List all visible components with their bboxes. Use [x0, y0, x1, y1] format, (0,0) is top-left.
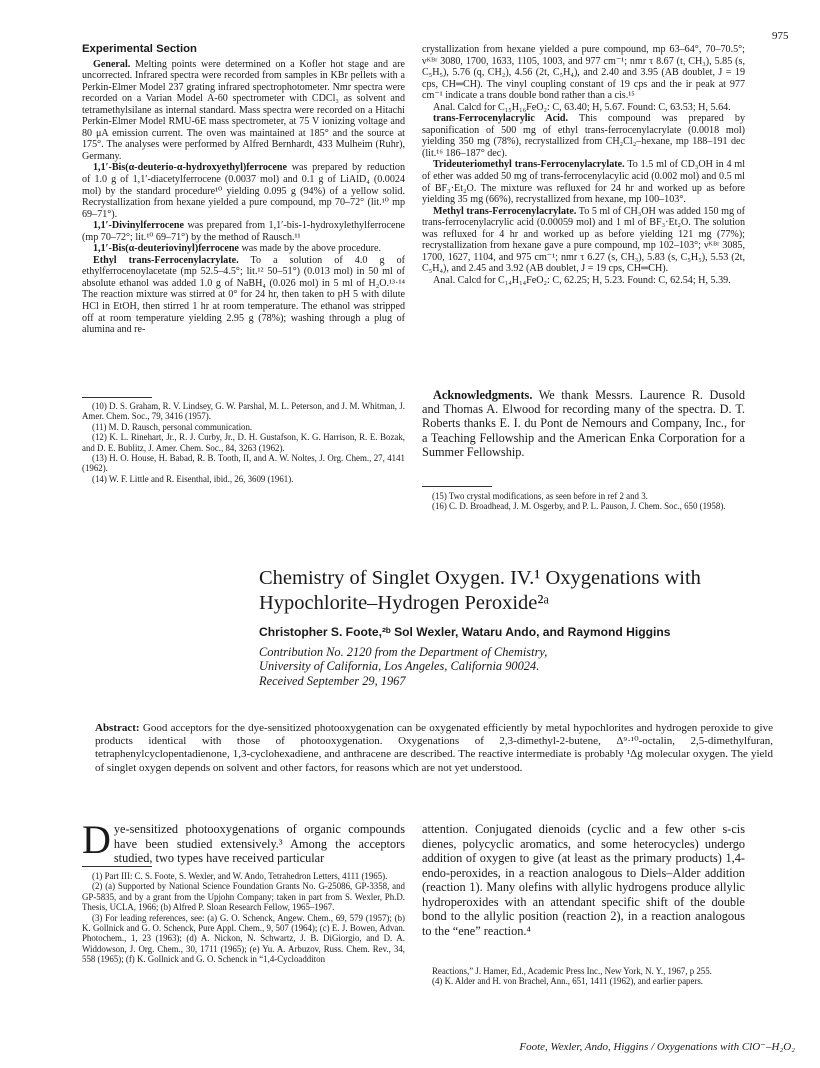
footnote: (16) C. D. Broadhead, J. M. Osgerby, and P. L. Pauson, J. Chem. Soc., 650 (1958).	[432, 501, 726, 512]
article-affiliation: Contribution No. 2120 from the Department of Chemistry, University of California, Los Angeles, California 90024. Received September 29, 1967	[259, 645, 548, 688]
paragraph-trideuteriomethyl: Trideuteriomethyl trans-Ferrocenylacrylate. To 1.5 ml of CD₃OH in 4 ml of ether was added 50 mg of trans-ferrocenylacylic acid (0.002 mol) and 0.5 ml of BF₃·Et₂O. The mixture was refluxed for 24 hr and worked up as before yielding 35 mg (66%), recrystallized from hexane, mp 100–103°.	[422, 159, 746, 206]
article-title: Chemistry of Singlet Oxygen. IV.¹ Oxygenations with Hypochlorite–Hydrogen Peroxide²ᵃ	[259, 567, 701, 614]
experimental-continued	[422, 44, 745, 286]
paragraph-acrylic-acid: trans-Ferrocenylacrylic Acid. This compound was prepared by saponification of 500 mg of ethyl trans-ferrocenylacrylate (0.0018 mol) yielding 350 mg (78%), recrystallized from CH₂Cl₂–hexane, mp 188–191 dec (lit.¹⁶ 186–187° dec).	[422, 113, 745, 159]
footnote-rule	[422, 486, 492, 487]
paragraph-deuteriovinyl: 1,1′-Bis(α-deuteriovinyl)ferrocene was made by the above procedure.	[93, 243, 382, 255]
footnote-rule	[82, 397, 152, 398]
footnote: (2) (a) Supported by National Science Foundation Grants No. G-25086, GP-3358, and GP-5835, and by a grant from the Upjohn Company; taken in part from S. Wexler, Ph.D. Thesis, UCLA, 1966; (b) Alfred P. Sloan Research Fellow, 1965–1967.	[82, 881, 405, 913]
body-right: attention. Conjugated dienoids (cyclic and a few other s-cis dienes, polycyclic aromatics, and some heterocycles) undergo addition of oxygen to give (at least as the primary products) 1,4-endo-peroxides, in a reaction analogous to Diels–Alder addition (reaction 1). Many olefins with allylic hydrogens produce allylic hydroperoxides with an attendant specific shift of the double bond to the allylic position (reaction 2), in a reaction analogous to the “ene” reaction.⁴	[422, 822, 745, 938]
paragraph-divinylferrocene: 1,1′-Divinylferrocene was prepared from 1,1′-bis-1-hydroxylethylferrocene (mp 70–72°; lit.¹⁰ 69–71°) by the method of Rausch.¹¹	[82, 220, 406, 243]
footnote-rule	[82, 866, 152, 867]
footnote: Reactions,” J. Hamer, Ed., Academic Press Inc., New York, N. Y., 1967, p 255.	[432, 966, 712, 976]
paragraph-bis-hydroxyethyl: 1,1′-Bis(α-deuterio-α-hydroxyethyl)ferrocene was prepared by reduction of 1.0 g of 1,1′-diacetylferrocene (0.0037 mol) and 0.1 g of LiAlD₄ (0.0024 mol) by the standard procedure¹⁰ yielding 0.095 g (94%) of a yellow solid. Recrystallization from hexane yielded a pure compound, mp 70–72° (lit.¹⁰ mp 69–71°).	[82, 162, 405, 220]
acknowledgments: Acknowledgments. We thank Messrs. Laurence R. Dusold and Thomas A. Elwood for recording many of the spectra. D. T. Roberts thanks E. I. du Pont de Nemours and Company, Inc., for a Teaching Fellowship and the American Enka Corporation for a Summer Fellowship.	[422, 388, 745, 459]
analysis-2: Anal. Calcd for C₁₄H₁₄FeO₂: C, 62.25; H, 5.23. Found: C, 62.54; H, 5.39.	[433, 274, 731, 286]
article-authors: Christopher S. Foote,²ᵇ Sol Wexler, Wataru Ando, and Raymond Higgins	[259, 625, 671, 639]
running-footer: Foote, Wexler, Ando, Higgins / Oxygenations with ClO⁻–H₂O₂	[519, 1041, 795, 1053]
footnotes-right-top	[422, 491, 745, 512]
footnote: (11) M. D. Rausch, personal communication.	[92, 421, 253, 432]
footnotes-right-bottom	[422, 966, 745, 987]
section-heading: Experimental Section	[82, 43, 197, 55]
footnote: (14) W. F. Little and R. Eisenthal, ibid., 26, 3609 (1961).	[92, 473, 294, 484]
footnote: (1) Part III: C. S. Foote, S. Wexler, and W. Ando, Tetrahedron Letters, 4111 (1965).	[92, 871, 388, 881]
footnotes-left-top	[82, 401, 405, 484]
footnote: (15) Two crystal modifications, as seen before in ref 2 and 3.	[432, 491, 648, 501]
paragraph-general: General. Melting points were determined on a Kofler hot stage and are uncorrected. Infrared spectra were recorded from samples in KBr pellets with a Perkin-Elmer Model 237 grating infrared spectrophotometer. Nmr spectra were recorded on a Varian Model A-60 spectrometer with CDCl₃ as solvent and tetramethylsilane as internal standard. Mass spectra were recorded on a Hitachi Perkin-Elmer Model RMU-6E mass spectrometer, at 75 V ionizing voltage and 80 μA emission current. The oven was maintained at 185° and the source at 175°. The analyses were performed by Alfred Bernhardt, 433 Mulheim (Ruhr), Germany.	[82, 58, 405, 162]
body-left: Dye-sensitized photooxygenations of organic compounds have been studied extensively.³ Among the acceptors studied, two types have received particular	[82, 817, 405, 865]
footnote: (12) K. L. Rinehart, Jr., R. J. Curby, Jr., D. H. Gustafson, K. G. Harrison, R. E. Bozak, and D. E. Bublitz, J. Amer. Chem. Soc., 84, 3263 (1962).	[82, 432, 405, 453]
abstract: Abstract: Good acceptors for the dye-sensitized photooxygenation can be oxygenated efficiently by metal hypochlorites and hydrogen peroxide to give products identical with those of photooxygenation. Oxygenations of 2,3-dimethyl-2-butene, Δ⁹·¹⁰-octalin, 2,5-dimethylfuran, tetraphenylcyclopentadienone, 1,3-cyclohexadiene, and anthracene are described. The reactive intermediate is probably ¹Δg molecular oxygen. The yield of singlet oxygen depends on solvent and other factors, for reasons which are not yet understood.	[95, 722, 773, 774]
drop-cap: D	[82, 817, 111, 862]
page-number: 975	[772, 30, 789, 42]
footnote: (13) H. O. House, H. Babad, R. B. Tooth, II, and A. W. Noltes, J. Org. Chem., 27, 4141 (1962).	[82, 453, 405, 474]
received-date: Received September 29, 1967	[259, 673, 406, 688]
paragraph-methyl-acrylate: Methyl trans-Ferrocenylacrylate. To 5 ml of CH₃OH was added 150 mg of trans-ferrocenylacrylic acid (0.00059 mol) and 1 ml of BF₃·Et₂O. The solution was refluxed for 4 hr and worked up as before yielding 121 mg (77%); recrystallization from hexane gave a pure compound, mp 102–103°; νᴷᴮʳ 3085, 1700, 1627, 1104, and 975 cm⁻¹; nmr τ 6.27 (s, CH₃), 5.83 (s, C₅H₅), 5.53 (2t, C₅H₄), and 2.45 and 3.92 (AB doublet, J = 19 cps, CH═CH).	[422, 205, 745, 275]
paragraph-ethyl-acrylate: Ethyl trans-Ferrocenylacrylate. To a solution of 4.0 g of ethylferrocenoylacetate (mp 52.5–4.5°; lit.¹² 50–51°) (0.013 mol) in 50 ml of absolute ethanol was added 1.0 g of NaBH₄ (0.026 mol) in 5 ml of H₂O.¹³·¹⁴ The reaction mixture was stirred at 0° for 24 hr, then taken to pH 5 with dilute HCl in EtOH, then stirred 1 hr at room temperature. The ethanol was stripped off at room temperature yielding 2.95 g (78%); washing through a plug of alumina and re-	[82, 254, 406, 336]
analysis-1: Anal. Calcd for C₁₅H₁₆FeO₂: C, 63.40; H, 5.67. Found: C, 63.53; H, 5.64.	[433, 101, 731, 113]
footnote: (10) D. S. Graham, R. V. Lindsey, G. W. Parshal, M. L. Peterson, and J. M. Whitman, J. Amer. Chem. Soc., 79, 3416 (1957).	[82, 401, 405, 422]
footnote: (3) For leading references, see: (a) G. O. Schenck, Angew. Chem., 69, 579 (1957); (b) K. Gollnick and G. O. Schenck, Pure Appl. Chem., 9, 507 (1964); (c) E. J. Bowen, Advan. Photochem., 1, 23 (1963); (d) A. Nickon, N. Schwartz, J. B. DiGiorgio, and D. A. Widdowson, J. Org. Chem., 30, 1711 (1965); (e) Yu. A. Arbuzov, Russ. Chem. Rev., 34, 558 (1965); (f) K. Gollnick and G. O. Schenck in “1,4-Cycloadditon	[82, 912, 405, 965]
paragraph-continued: crystallization from hexane yielded a pure compound, mp 63–64°, 70–70.5°; νᴷᴮʳ 3080, 1700, 1633, 1105, 1003, and 977 cm⁻¹; nmr τ 8.67 (t, CH₃), 5.85 (s, C₅H₅), 5.76 (q, CH₂), 4.56 (2t, C₅H₄), and 2.40 and 3.95 (AB doublet, J = 19 cps, CH═CH). The vinyl coupling constant of 19 cps and the ir peak at 977 cm⁻¹ indicate a trans double bond rather than a cis.¹⁵	[422, 44, 745, 102]
experimental-section	[82, 44, 405, 336]
footnotes-left-bottom	[82, 871, 405, 965]
footnote: (4) K. Alder and H. von Brachel, Ann., 651, 1411 (1962), and earlier papers.	[432, 976, 704, 987]
